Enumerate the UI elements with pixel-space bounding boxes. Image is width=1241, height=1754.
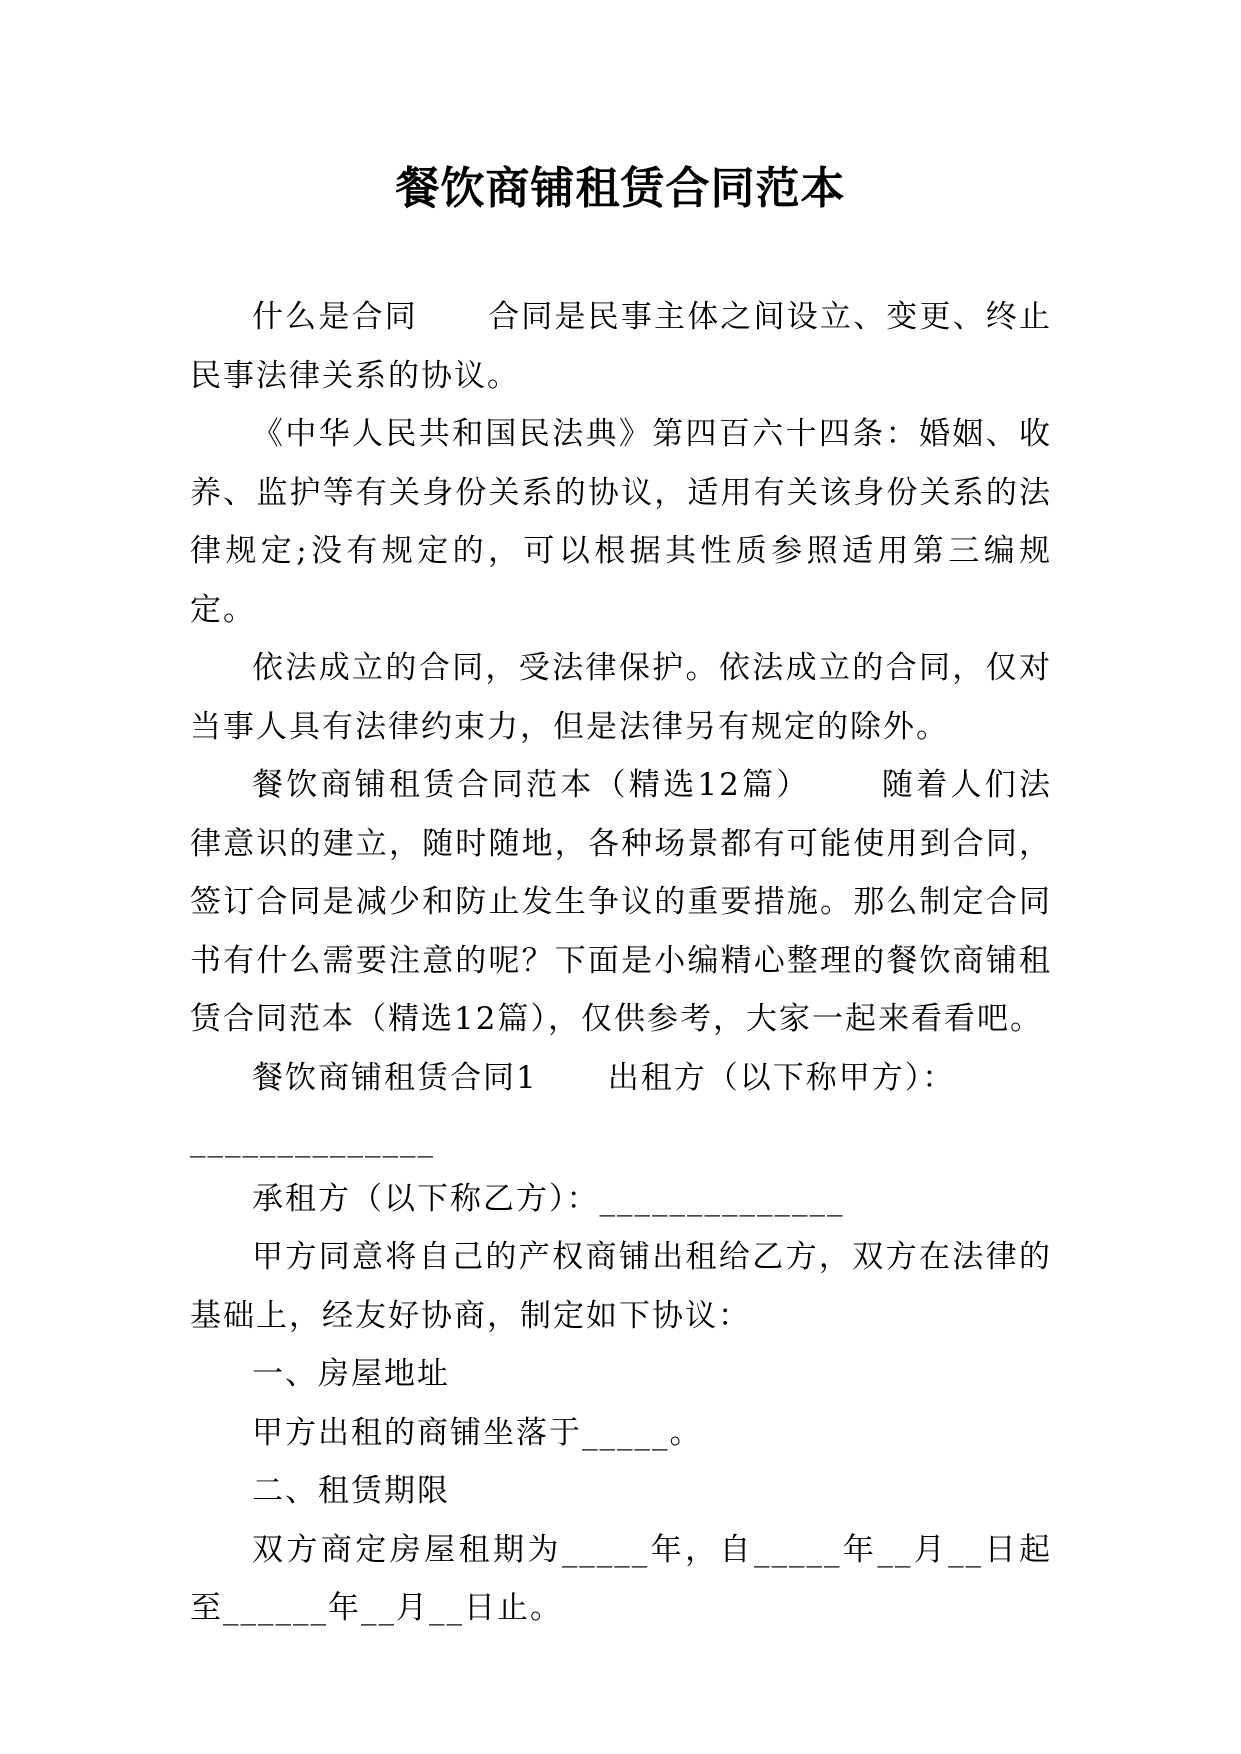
paragraph-agreement: 甲方同意将自己的产权商铺出租给乙方，双方在法律的基础上，经友好协商，制定如下协议： — [190, 1239, 1052, 1334]
paragraph-heading: 餐饮商铺租赁合同范本（精选12篇） — [252, 767, 811, 803]
paragraph-address: 甲方出租的商铺坐落于_____。 — [252, 1414, 703, 1451]
paragraph-lessor-blank: ______________ — [190, 1122, 435, 1158]
document-title: 餐饮商铺租赁合同范本 — [395, 163, 846, 214]
paragraph-intro — [190, 756, 1052, 1049]
paragraph-lessee: 承租方（以下称乙方）：______________ — [252, 1180, 845, 1217]
section-heading-term: 二、租赁期限 — [252, 1473, 450, 1509]
document-body — [190, 288, 1052, 1638]
paragraph-text: 出租方（以下称甲方）： — [607, 1059, 956, 1096]
paragraph-term: 双方商定房屋租期为_____年，自_____年__月__日起至______年__月__日止。 — [190, 1531, 1052, 1626]
paragraph-legal-protection: 依法成立的合同，受法律保护。依法成立的合同，仅对当事人具有法律约束力，但是法律另有规定的除外。 — [190, 650, 1052, 745]
section-heading-address: 一、房屋地址 — [252, 1356, 450, 1392]
paragraph-contract-1 — [190, 1049, 1052, 1108]
paragraph-heading: 餐饮商铺租赁合同1 — [252, 1059, 538, 1096]
paragraph-heading: 什么是合同 — [252, 299, 418, 335]
paragraph-civil-code: 《中华人民共和国民法典》第四百六十四条：婚姻、收养、监护等有关身份关系的协议，适用有关该身份关系的法律规定;没有规定的，可以根据其性质参照适用第三编规定。 — [190, 416, 1052, 628]
paragraph-text: 随着人们法律意识的建立，随时随地，各种场景都有可能使用到合同，签订合同是减少和防止发生争议的重要措施。那么制定合同书有什么需要注意的呢？下面是小编精心整理的餐饮商铺租赁合同范本（精选12篇），仅供参考，大家一起来看看吧。 — [190, 767, 1052, 1037]
paragraph-text: 合同是民事主体之间设立、变更、终止民事法律关系的协议。 — [190, 299, 1053, 394]
paragraph-definition — [190, 288, 1052, 405]
